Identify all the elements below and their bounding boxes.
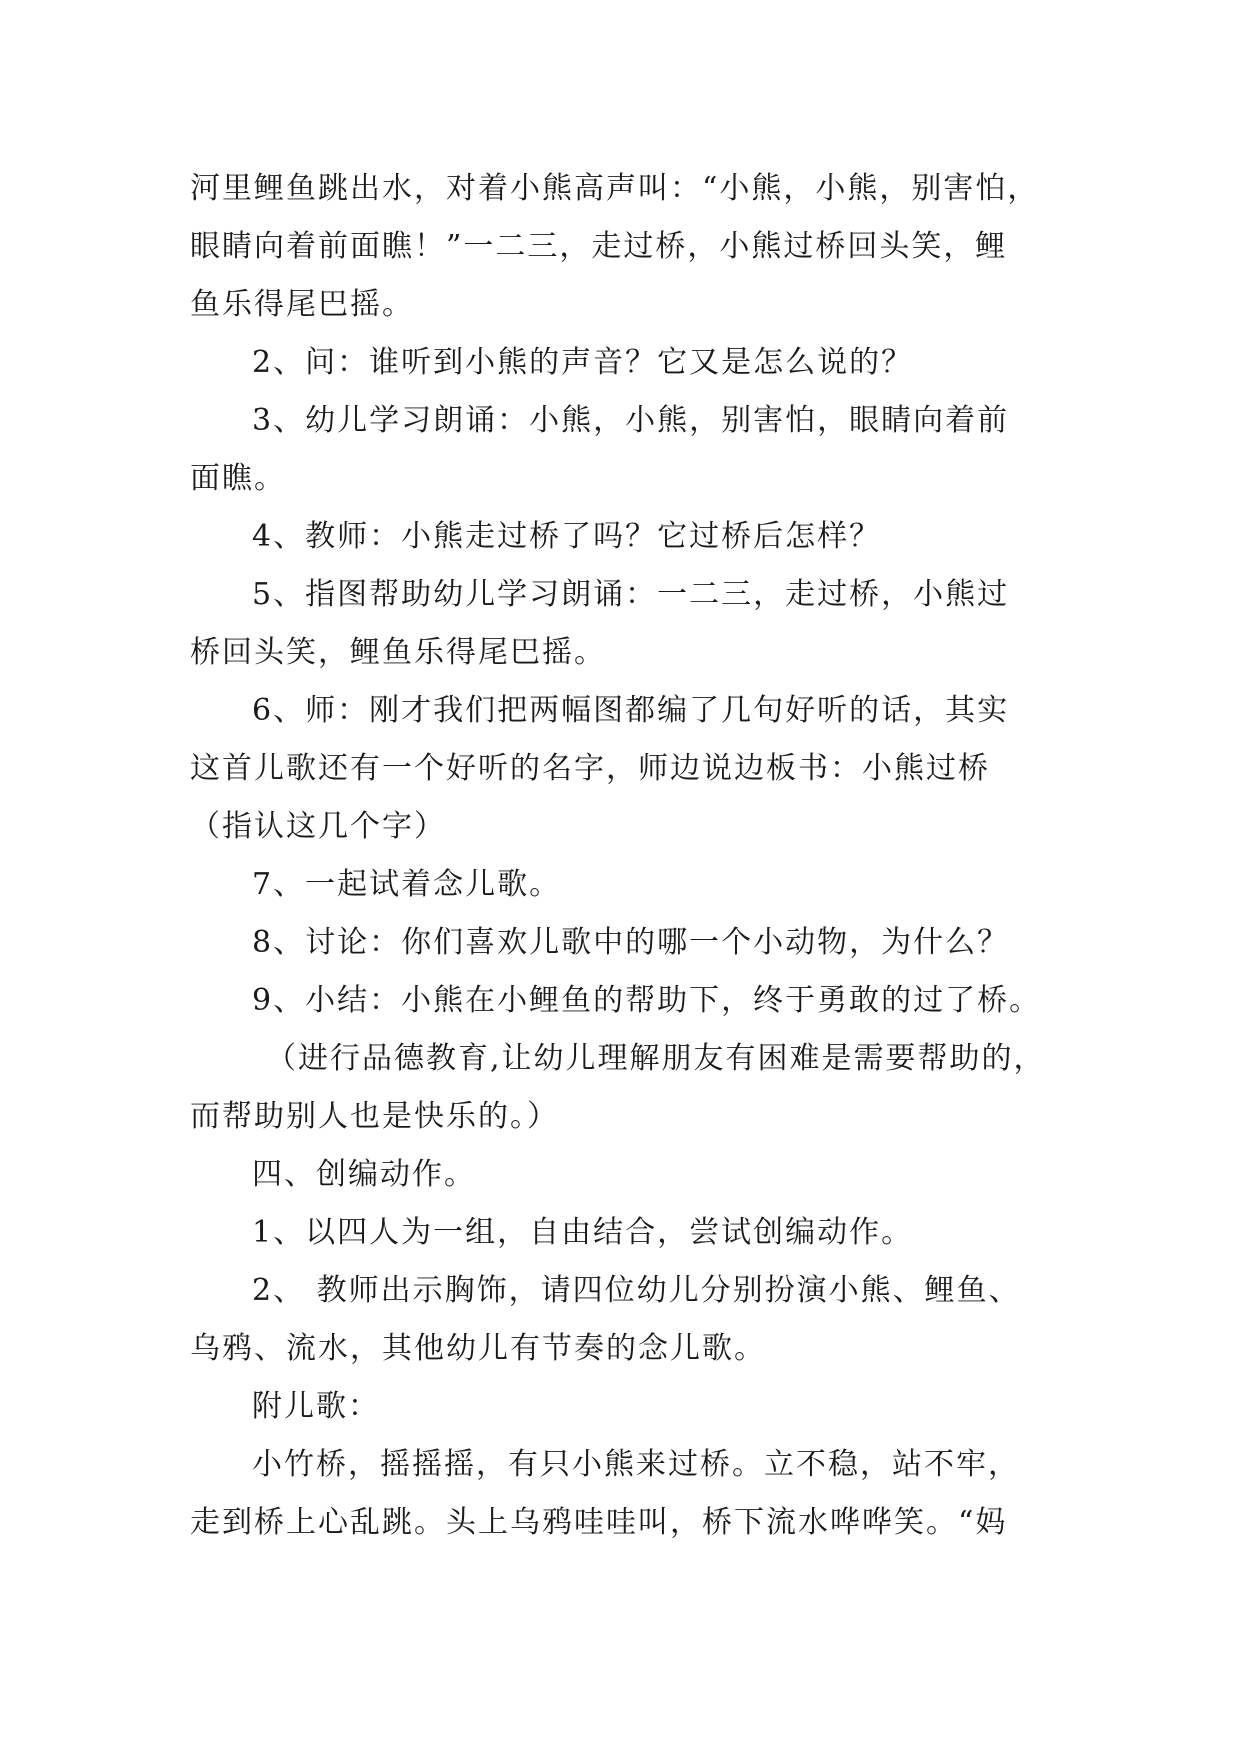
text-line: 而帮助别人也是快乐的。） <box>190 1099 559 1134</box>
text-line: 2、 教师出示胸饰，请四位幼儿分别扮演小熊、鲤鱼、 <box>252 1273 1021 1308</box>
text-line: 鱼乐得尾巴摇。 <box>190 287 414 322</box>
text-line: 8、讨论：你们喜欢儿歌中的哪一个小动物，为什么？ <box>252 925 1010 960</box>
text-line: 5、指图帮助幼儿学习朗诵：一二三，走过桥，小熊过 <box>252 577 1010 612</box>
text-line: 6、师：刚才我们把两幅图都编了几句好听的话，其实 <box>252 693 1010 728</box>
text-line: 小竹桥，摇摇摇，有只小熊来过桥。立不稳，站不牢， <box>252 1447 1020 1482</box>
text-line: 2、问：谁听到小熊的声音？它又是怎么说的？ <box>252 345 914 380</box>
text-line: 附儿歌： <box>252 1389 380 1424</box>
text-line: 4、教师：小熊走过桥了吗？它过桥后怎样？ <box>252 519 882 554</box>
text-line: 1、以四人为一组，自由结合，尝试创编动作。 <box>252 1215 914 1250</box>
document-body <box>190 160 1070 1552</box>
text-line: 这首儿歌还有一个好听的名字，师边说边板书：小熊过桥 <box>190 751 990 786</box>
text-line: 面瞧。 <box>190 461 286 496</box>
text-line: 四、创编动作。 <box>252 1157 476 1192</box>
text-line: 走到桥上心乱跳。头上乌鸦哇哇叫，桥下流水哗哗笑。“妈 <box>190 1505 1008 1540</box>
text-line: 河里鲤鱼跳出水，对着小熊高声叫：“小熊，小熊，别害怕， <box>190 171 1040 206</box>
text-line: 3、幼儿学习朗诵：小熊，小熊，别害怕，眼睛向着前 <box>252 403 1010 438</box>
text-line: 9、小结：小熊在小鲤鱼的帮助下，终于勇敢的过了桥。 <box>252 983 1042 1018</box>
text-line: 7、一起试着念儿歌。 <box>252 867 562 902</box>
text-line: （指认这几个字） <box>190 809 446 844</box>
text-line: 眼睛向着前面瞧！”一二三，走过桥，小熊过桥回头笑，鲤 <box>190 229 1008 264</box>
text-line: 桥回头笑，鲤鱼乐得尾巴摇。 <box>190 635 606 670</box>
text-line: 乌鸦、流水，其他幼儿有节奏的念儿歌。 <box>190 1331 766 1366</box>
text-line: （进行品德教育,让幼儿理解朋友有困难是需要帮助的， <box>266 1041 1046 1076</box>
